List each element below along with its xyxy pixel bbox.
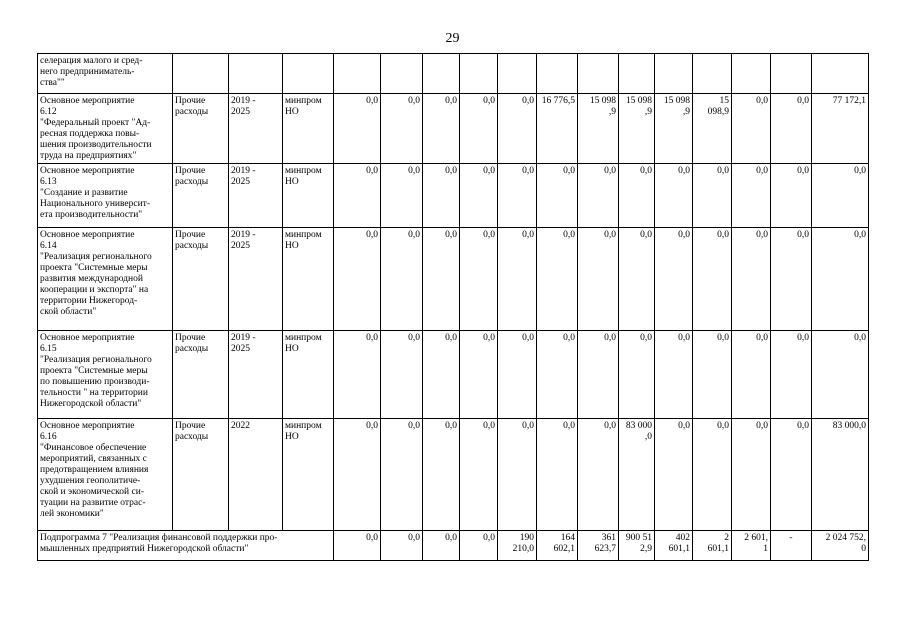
- value-cell: [578, 54, 619, 94]
- value-cell: [771, 94, 812, 164]
- value-cell: [423, 331, 460, 419]
- value-cell: [498, 164, 537, 228]
- value-cell: [732, 228, 771, 331]
- value-cell: [732, 54, 771, 94]
- value-text: 0,0: [483, 166, 495, 176]
- value-cell: [498, 54, 537, 94]
- value-cell: [693, 164, 732, 228]
- value-cell: [537, 228, 578, 331]
- value-cell: [423, 164, 460, 228]
- value-cell: [381, 164, 423, 228]
- expense-type-cell: [173, 54, 229, 94]
- subtotal-value-text: 0,0: [483, 533, 495, 543]
- period-cell: 2019 - 2025: [229, 164, 283, 228]
- value-text: 15 098,9: [707, 96, 729, 117]
- value-text: 83 000 ,0: [625, 421, 652, 442]
- value-cell: [693, 54, 732, 94]
- value-cell: [460, 228, 498, 331]
- subtotal-value-cell: [460, 531, 498, 561]
- subtotal-value-text: 0,0: [408, 533, 420, 543]
- value-cell: [655, 164, 693, 228]
- value-text: 0,0: [756, 166, 768, 176]
- value-cell: [381, 331, 423, 419]
- subtotal-value-cell: [655, 531, 693, 561]
- table-row: [38, 164, 869, 228]
- value-text: 0,0: [717, 230, 729, 240]
- value-text: 0,0: [717, 421, 729, 431]
- value-cell: [334, 94, 381, 164]
- activity-name-cell: Основное мероприятие 6.14 "Реализация регионального проекта "Системные меры развития международной кооперации и экспорта" на территории Нижегород- ской области": [38, 228, 173, 331]
- value-cell: [771, 54, 812, 94]
- expense-type-cell: Прочие расходы: [173, 228, 229, 331]
- value-text: 0,0: [408, 166, 420, 176]
- value-cell: [655, 54, 693, 94]
- value-text: 0,0: [522, 333, 534, 343]
- value-text: 0,0: [445, 230, 457, 240]
- value-cell: [812, 54, 869, 94]
- value-text: 0,0: [522, 421, 534, 431]
- value-text: 0,0: [563, 421, 575, 431]
- subtotal-value-cell: [732, 531, 771, 561]
- value-cell: [423, 54, 460, 94]
- value-text: 0,0: [678, 166, 690, 176]
- value-text: 0,0: [483, 230, 495, 240]
- subtotal-value-cell: [498, 531, 537, 561]
- value-text: 15 098 ,9: [589, 96, 616, 117]
- value-cell: [812, 228, 869, 331]
- subtotal-value-cell: [423, 531, 460, 561]
- table-body: [38, 54, 869, 561]
- expense-type-cell: Прочие расходы: [173, 164, 229, 228]
- value-cell: [578, 331, 619, 419]
- subtotal-value-cell: [381, 531, 423, 561]
- value-cell: [423, 419, 460, 531]
- activity-name-cell: Основное мероприятие 6.13 "Создание и развитие Национального университ- ета производительности": [38, 164, 173, 228]
- value-cell: [619, 54, 655, 94]
- value-text: 0,0: [678, 333, 690, 343]
- value-text: 0,0: [854, 166, 866, 176]
- subtotal-value-cell: [693, 531, 732, 561]
- value-text: 0,0: [408, 333, 420, 343]
- executor-cell: минпром НО: [283, 228, 334, 331]
- value-cell: [334, 331, 381, 419]
- value-text: 0,0: [366, 230, 378, 240]
- subtotal-value-cell: [578, 531, 619, 561]
- value-text: 0,0: [756, 96, 768, 106]
- value-text: 15 098 ,9: [625, 96, 652, 117]
- value-cell: [578, 164, 619, 228]
- value-cell: [334, 164, 381, 228]
- value-text: 0,0: [408, 96, 420, 106]
- value-cell: [460, 94, 498, 164]
- subtotal-value-text: 361 623,7: [594, 533, 616, 554]
- activity-name-cell: Основное мероприятие 6.16 "Финансовое обеспечение мероприятий, связанных с предотвращением влияния ухудшения геополитиче- ской и экономической си- туации на развитие отрас- лей экономики": [38, 419, 173, 531]
- subtotal-value-text: 0,0: [366, 533, 378, 543]
- value-text: 0,0: [756, 230, 768, 240]
- subtotal-value-text: 900 51 2,9: [625, 533, 652, 554]
- subtotal-value-cell: [334, 531, 381, 561]
- period-cell: [229, 54, 283, 94]
- value-cell: [619, 164, 655, 228]
- value-cell: [334, 228, 381, 331]
- value-cell: [460, 419, 498, 531]
- subtotal-value-text: 2 024 752, 0: [825, 533, 866, 554]
- value-cell: [655, 419, 693, 531]
- subtotal-value-text: 402 601,1: [668, 533, 690, 554]
- value-text: 0,0: [797, 96, 809, 106]
- value-cell: [334, 419, 381, 531]
- value-text: 16 776,5: [541, 96, 575, 106]
- value-text: 0,0: [678, 230, 690, 240]
- executor-cell: минпром НО: [283, 331, 334, 419]
- value-cell: [537, 331, 578, 419]
- value-cell: [460, 54, 498, 94]
- value-text: 0,0: [445, 96, 457, 106]
- value-text: 77 172,1: [832, 96, 866, 106]
- subtotal-row: [38, 531, 869, 561]
- value-text: 0,0: [797, 333, 809, 343]
- activity-name-cell: селерация малого и сред- него предприниматель- ства"": [38, 54, 173, 94]
- value-cell: [381, 419, 423, 531]
- value-text: 0,0: [640, 333, 652, 343]
- table-row: [38, 94, 869, 164]
- subtotal-value-text: 2 601, 1: [744, 533, 768, 554]
- value-text: 0,0: [522, 230, 534, 240]
- value-text: 0,0: [604, 166, 616, 176]
- value-cell: [693, 419, 732, 531]
- value-cell: [693, 331, 732, 419]
- value-text: 0,0: [483, 96, 495, 106]
- value-text: 0,0: [678, 421, 690, 431]
- value-cell: [655, 94, 693, 164]
- executor-cell: [283, 54, 334, 94]
- expense-type-cell: Прочие расходы: [173, 94, 229, 164]
- value-text: 0,0: [717, 333, 729, 343]
- subtotal-value-text: -: [789, 533, 793, 543]
- value-cell: [578, 419, 619, 531]
- value-text: 0,0: [522, 166, 534, 176]
- value-cell: [537, 164, 578, 228]
- subtotal-value-text: 164 602,1: [553, 533, 575, 554]
- value-text: 0,0: [756, 333, 768, 343]
- subtotal-value-text: 2 601,1: [707, 533, 729, 554]
- value-cell: [732, 419, 771, 531]
- period-cell: 2019 - 2025: [229, 228, 283, 331]
- subtotal-value-cell: [771, 531, 812, 561]
- value-cell: [812, 164, 869, 228]
- subtotal-value-cell: [812, 531, 869, 561]
- value-cell: [771, 164, 812, 228]
- table-row: [38, 228, 869, 331]
- value-text: 0,0: [366, 166, 378, 176]
- value-text: 0,0: [408, 230, 420, 240]
- value-text: 0,0: [445, 421, 457, 431]
- value-cell: [460, 331, 498, 419]
- subtotal-value-text: 0,0: [445, 533, 457, 543]
- value-cell: [732, 331, 771, 419]
- value-text: 0,0: [797, 421, 809, 431]
- value-text: 83 000,0: [832, 421, 866, 431]
- period-cell: 2019 - 2025: [229, 94, 283, 164]
- budget-table: [37, 53, 869, 561]
- value-cell: [771, 228, 812, 331]
- value-cell: [537, 54, 578, 94]
- value-text: 0,0: [854, 333, 866, 343]
- value-cell: [578, 228, 619, 331]
- value-cell: [619, 419, 655, 531]
- value-cell: [498, 419, 537, 531]
- value-text: 0,0: [797, 166, 809, 176]
- value-cell: [732, 164, 771, 228]
- value-text: 0,0: [483, 333, 495, 343]
- value-text: 0,0: [563, 230, 575, 240]
- table-row: [38, 419, 869, 531]
- value-text: 0,0: [563, 166, 575, 176]
- value-cell: [537, 419, 578, 531]
- value-text: 0,0: [797, 230, 809, 240]
- value-cell: [381, 228, 423, 331]
- value-text: 0,0: [604, 333, 616, 343]
- page-number: 29: [445, 31, 460, 46]
- value-cell: [693, 94, 732, 164]
- value-cell: [771, 331, 812, 419]
- value-cell: [812, 419, 869, 531]
- value-text: 15 098 ,9: [663, 96, 690, 117]
- value-cell: [498, 228, 537, 331]
- value-cell: [537, 94, 578, 164]
- period-cell: 2019 - 2025: [229, 331, 283, 419]
- value-text: 0,0: [604, 230, 616, 240]
- activity-name-cell: Основное мероприятие 6.12 "Федеральный проект "Ад- ресная поддержка повы- шения производительности труда на предприятиях": [38, 94, 173, 164]
- table-row: [38, 331, 869, 419]
- value-text: 0,0: [445, 333, 457, 343]
- value-text: 0,0: [756, 421, 768, 431]
- value-text: 0,0: [717, 166, 729, 176]
- subprogram-title-cell: Подпрограмма 7 "Реализация финансовой поддержки про- мышленных предприятий Нижегородской области": [38, 531, 334, 561]
- subtotal-value-cell: [619, 531, 655, 561]
- value-text: 0,0: [604, 421, 616, 431]
- value-text: 0,0: [366, 421, 378, 431]
- period-cell: 2022: [229, 419, 283, 531]
- value-text: 0,0: [408, 421, 420, 431]
- value-cell: [812, 331, 869, 419]
- value-cell: [655, 331, 693, 419]
- value-cell: [619, 331, 655, 419]
- value-text: 0,0: [522, 96, 534, 106]
- subtotal-value-cell: [537, 531, 578, 561]
- value-text: 0,0: [563, 333, 575, 343]
- value-text: 0,0: [640, 230, 652, 240]
- subtotal-value-text: 190 210,0: [512, 533, 534, 554]
- value-cell: [498, 94, 537, 164]
- value-cell: [771, 419, 812, 531]
- value-cell: [381, 94, 423, 164]
- value-text: 0,0: [483, 421, 495, 431]
- value-text: 0,0: [366, 333, 378, 343]
- value-cell: [381, 54, 423, 94]
- executor-cell: минпром НО: [283, 164, 334, 228]
- value-cell: [334, 54, 381, 94]
- value-cell: [619, 94, 655, 164]
- value-cell: [460, 164, 498, 228]
- value-text: 0,0: [366, 96, 378, 106]
- value-text: 0,0: [445, 166, 457, 176]
- value-text: 0,0: [640, 166, 652, 176]
- value-cell: [693, 228, 732, 331]
- value-cell: [578, 94, 619, 164]
- expense-type-cell: Прочие расходы: [173, 419, 229, 531]
- value-cell: [498, 331, 537, 419]
- table-row: [38, 54, 869, 94]
- executor-cell: минпром НО: [283, 94, 334, 164]
- value-cell: [619, 228, 655, 331]
- value-cell: [423, 94, 460, 164]
- executor-cell: минпром НО: [283, 419, 334, 531]
- value-cell: [423, 228, 460, 331]
- value-cell: [812, 94, 869, 164]
- expense-type-cell: Прочие расходы: [173, 331, 229, 419]
- value-cell: [655, 228, 693, 331]
- value-text: 0,0: [854, 230, 866, 240]
- value-cell: [732, 94, 771, 164]
- activity-name-cell: Основное мероприятие 6.15 "Реализация регионального проекта "Системные меры по повышению производи- тельности " на территории Нижегородской области": [38, 331, 173, 419]
